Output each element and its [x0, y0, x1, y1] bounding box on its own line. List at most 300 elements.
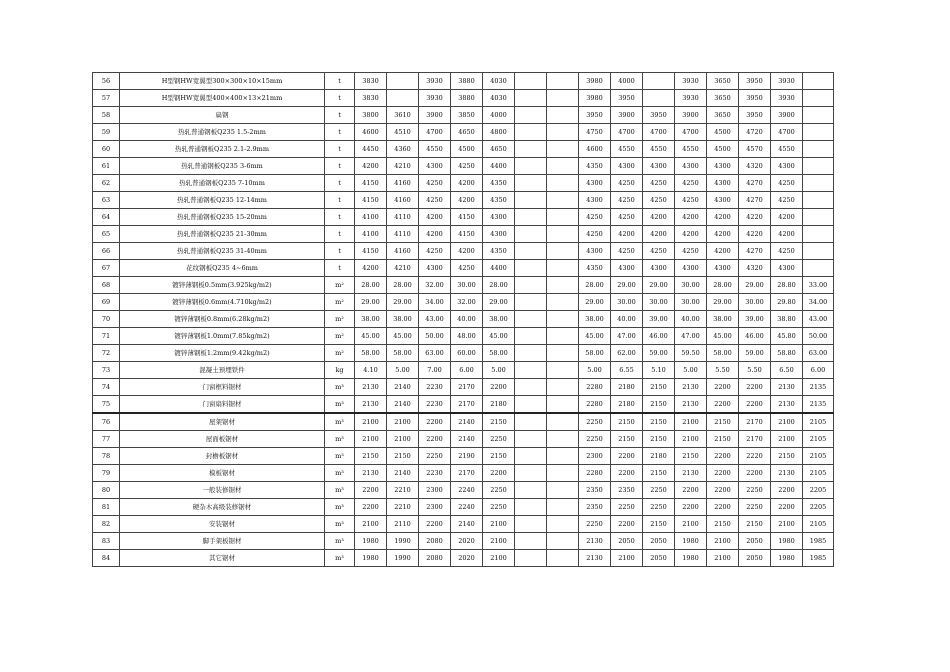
price-cell: 39.00 — [643, 311, 675, 328]
price-cell: 2130 — [771, 396, 803, 414]
price-cell: 40.00 — [451, 311, 483, 328]
price-table — [92, 72, 834, 567]
material-name: 屋架锯材 — [120, 413, 325, 431]
price-cell: 2135 — [803, 396, 834, 414]
price-cell: 4200 — [707, 243, 739, 260]
price-cell: 45.00 — [355, 328, 387, 345]
price-cell: 2230 — [419, 396, 451, 414]
price-cell: 1980 — [771, 533, 803, 550]
unit-cell: t — [325, 73, 355, 90]
unit-cell: t — [325, 158, 355, 175]
price-cell: 39.00 — [739, 311, 771, 328]
price-cell: 4000 — [611, 73, 643, 90]
price-cell: 1980 — [771, 550, 803, 567]
price-cell: 4400 — [483, 260, 515, 277]
spacer-cell — [515, 533, 547, 550]
spacer-cell — [515, 175, 547, 192]
unit-cell: m² — [325, 328, 355, 345]
material-name: 热轧普通钢板Q235 21-30mm — [120, 226, 325, 243]
price-cell: 2105 — [803, 431, 834, 448]
price-cell: 2100 — [771, 413, 803, 431]
price-cell: 3830 — [355, 73, 387, 90]
price-cell: 45.00 — [387, 328, 419, 345]
price-cell: 4250 — [419, 175, 451, 192]
price-cell: 2130 — [355, 465, 387, 482]
price-cell: 4200 — [451, 192, 483, 209]
price-cell: 2170 — [451, 379, 483, 396]
price-cell: 2135 — [803, 379, 834, 396]
material-name: 花纹钢板Q235 4~6mm — [120, 260, 325, 277]
price-cell — [803, 141, 834, 158]
table-row — [93, 431, 834, 448]
price-cell: 4100 — [355, 209, 387, 226]
price-cell: 2020 — [451, 533, 483, 550]
table-row — [93, 277, 834, 294]
unit-cell: t — [325, 107, 355, 124]
price-cell: 2190 — [451, 448, 483, 465]
price-cell: 30.00 — [739, 294, 771, 311]
price-cell: 29.00 — [739, 277, 771, 294]
spacer-cell — [515, 362, 547, 379]
price-cell: 40.00 — [675, 311, 707, 328]
price-cell: 2130 — [579, 533, 611, 550]
spacer-cell — [515, 209, 547, 226]
unit-cell: m³ — [325, 413, 355, 431]
table-row — [93, 448, 834, 465]
row-number: 78 — [93, 448, 120, 465]
price-cell: 30.00 — [675, 294, 707, 311]
price-cell: 4320 — [739, 158, 771, 175]
price-cell: 3900 — [675, 107, 707, 124]
price-cell: 28.00 — [707, 277, 739, 294]
price-cell: 2200 — [419, 413, 451, 431]
price-cell — [547, 243, 579, 260]
price-cell: 2210 — [387, 482, 419, 499]
price-cell: 2250 — [483, 499, 515, 516]
price-cell: 4250 — [611, 209, 643, 226]
price-cell: 34.00 — [803, 294, 834, 311]
table-body — [93, 73, 834, 567]
price-cell: 4150 — [451, 226, 483, 243]
unit-cell: m² — [325, 345, 355, 362]
price-cell: 3900 — [419, 107, 451, 124]
price-cell: 2130 — [771, 465, 803, 482]
price-cell: 2080 — [419, 533, 451, 550]
price-cell — [803, 124, 834, 141]
price-cell: 45.80 — [771, 328, 803, 345]
price-cell: 2100 — [771, 516, 803, 533]
material-name: 硬杂木高级装修锯材 — [120, 499, 325, 516]
price-cell: 4250 — [419, 243, 451, 260]
price-cell: 3880 — [451, 73, 483, 90]
price-cell: 3900 — [771, 107, 803, 124]
price-cell: 2150 — [643, 413, 675, 431]
price-cell — [547, 158, 579, 175]
price-cell: 4510 — [387, 124, 419, 141]
price-cell: 4250 — [675, 175, 707, 192]
price-cell: 4160 — [387, 243, 419, 260]
price-cell: 58.00 — [483, 345, 515, 362]
table-row — [93, 158, 834, 175]
price-cell: 58.80 — [771, 345, 803, 362]
price-cell: 4700 — [643, 124, 675, 141]
price-cell: 4650 — [483, 141, 515, 158]
table-row — [93, 311, 834, 328]
price-cell: 2200 — [707, 465, 739, 482]
table-row — [93, 499, 834, 516]
price-cell: 4700 — [771, 124, 803, 141]
price-cell: 3950 — [611, 90, 643, 107]
price-cell: 2250 — [483, 482, 515, 499]
price-cell: 3930 — [675, 90, 707, 107]
price-cell — [547, 124, 579, 141]
price-cell: 4250 — [579, 226, 611, 243]
row-number: 84 — [93, 550, 120, 567]
spacer-cell — [515, 499, 547, 516]
price-cell: 4220 — [739, 209, 771, 226]
row-number: 71 — [93, 328, 120, 345]
price-cell: 2170 — [739, 413, 771, 431]
price-cell: 2140 — [387, 465, 419, 482]
spacer-cell — [515, 345, 547, 362]
price-cell: 58.00 — [579, 345, 611, 362]
price-cell — [547, 499, 579, 516]
material-name: 一般装修锯材 — [120, 482, 325, 499]
price-cell: 3950 — [579, 107, 611, 124]
price-cell: 4250 — [771, 192, 803, 209]
price-cell: 4150 — [355, 175, 387, 192]
price-cell: 28.00 — [579, 277, 611, 294]
row-number: 76 — [93, 413, 120, 431]
price-cell: 4000 — [483, 107, 515, 124]
unit-cell: m² — [325, 311, 355, 328]
price-cell: 2140 — [451, 413, 483, 431]
price-cell: 3930 — [771, 73, 803, 90]
price-cell: 2200 — [739, 465, 771, 482]
price-cell: 2150 — [355, 448, 387, 465]
price-cell: 4030 — [483, 73, 515, 90]
price-cell: 1980 — [675, 533, 707, 550]
price-cell: 4250 — [611, 192, 643, 209]
row-number: 69 — [93, 294, 120, 311]
price-cell — [547, 448, 579, 465]
price-cell: 4700 — [419, 124, 451, 141]
price-cell: 45.00 — [483, 328, 515, 345]
price-cell: 2050 — [611, 533, 643, 550]
unit-cell: m³ — [325, 431, 355, 448]
price-cell: 4300 — [611, 260, 643, 277]
price-cell: 2150 — [483, 413, 515, 431]
spacer-cell — [515, 413, 547, 431]
price-cell: 2150 — [643, 516, 675, 533]
unit-cell: m² — [325, 294, 355, 311]
price-cell: 3980 — [579, 90, 611, 107]
price-cell: 58.00 — [707, 345, 739, 362]
price-cell: 5.00 — [675, 362, 707, 379]
unit-cell: m³ — [325, 465, 355, 482]
material-name: 镀锌薄钢板0.5mm(3.925kg/m2) — [120, 277, 325, 294]
price-cell: 1990 — [387, 533, 419, 550]
price-cell: 6.00 — [451, 362, 483, 379]
row-number: 81 — [93, 499, 120, 516]
price-cell: 2300 — [579, 448, 611, 465]
price-cell: 29.00 — [611, 277, 643, 294]
price-cell — [547, 226, 579, 243]
price-cell: 2100 — [483, 516, 515, 533]
price-cell: 2250 — [643, 482, 675, 499]
price-cell — [547, 516, 579, 533]
row-number: 60 — [93, 141, 120, 158]
material-name: 门窗扇料锯材 — [120, 396, 325, 414]
price-cell: 4250 — [643, 175, 675, 192]
price-cell: 2200 — [707, 396, 739, 414]
unit-cell: m³ — [325, 516, 355, 533]
price-cell — [547, 362, 579, 379]
price-cell: 2180 — [643, 448, 675, 465]
row-number: 74 — [93, 379, 120, 396]
price-cell: 4300 — [579, 192, 611, 209]
row-number: 77 — [93, 431, 120, 448]
price-cell: 2140 — [451, 516, 483, 533]
price-cell: 4300 — [483, 209, 515, 226]
price-cell: 2100 — [675, 431, 707, 448]
price-cell: 4200 — [419, 209, 451, 226]
material-name: 热轧普通钢板Q235 15-20mm — [120, 209, 325, 226]
price-cell — [547, 141, 579, 158]
price-cell: 2105 — [803, 413, 834, 431]
price-cell: 4250 — [451, 158, 483, 175]
price-cell — [547, 107, 579, 124]
price-cell: 4250 — [643, 192, 675, 209]
price-cell: 47.00 — [611, 328, 643, 345]
price-cell — [547, 465, 579, 482]
price-cell: 1980 — [355, 533, 387, 550]
price-cell — [547, 175, 579, 192]
price-cell — [547, 294, 579, 311]
material-name: 安装锯材 — [120, 516, 325, 533]
spacer-cell — [515, 482, 547, 499]
price-cell: 6.55 — [611, 362, 643, 379]
price-cell: 2110 — [387, 516, 419, 533]
price-cell: 2200 — [707, 482, 739, 499]
price-cell: 3950 — [643, 107, 675, 124]
price-cell: 4450 — [355, 141, 387, 158]
price-cell: 46.00 — [643, 328, 675, 345]
table-row — [93, 328, 834, 345]
price-cell: 40.00 — [611, 311, 643, 328]
price-cell: 4.10 — [355, 362, 387, 379]
spacer-cell — [515, 243, 547, 260]
price-cell — [547, 209, 579, 226]
price-cell: 2350 — [579, 482, 611, 499]
price-cell — [547, 379, 579, 396]
price-cell: 2150 — [707, 413, 739, 431]
table-row — [93, 141, 834, 158]
row-number: 58 — [93, 107, 120, 124]
unit-cell: m³ — [325, 482, 355, 499]
price-cell: 1980 — [355, 550, 387, 567]
price-cell: 4720 — [739, 124, 771, 141]
price-cell: 3800 — [355, 107, 387, 124]
price-cell: 4350 — [483, 243, 515, 260]
price-cell: 4300 — [643, 260, 675, 277]
spacer-cell — [515, 516, 547, 533]
price-cell: 1990 — [387, 550, 419, 567]
price-cell: 2200 — [611, 516, 643, 533]
price-cell: 4200 — [611, 226, 643, 243]
price-cell: 45.00 — [707, 328, 739, 345]
price-cell: 2100 — [483, 533, 515, 550]
price-cell: 4210 — [387, 158, 419, 175]
price-cell: 4200 — [419, 226, 451, 243]
price-cell: 5.10 — [643, 362, 675, 379]
unit-cell: t — [325, 192, 355, 209]
price-cell: 7.00 — [419, 362, 451, 379]
table-row — [93, 192, 834, 209]
price-cell: 2080 — [419, 550, 451, 567]
price-cell: 2170 — [451, 465, 483, 482]
price-cell: 3950 — [739, 73, 771, 90]
price-cell: 28.00 — [483, 277, 515, 294]
table-row — [93, 413, 834, 431]
price-cell: 4200 — [355, 260, 387, 277]
price-cell: 2130 — [675, 396, 707, 414]
price-cell: 2140 — [387, 396, 419, 414]
price-cell: 47.00 — [675, 328, 707, 345]
price-cell: 3650 — [707, 73, 739, 90]
price-cell: 4300 — [707, 158, 739, 175]
price-cell: 2300 — [419, 499, 451, 516]
price-cell: 4200 — [355, 158, 387, 175]
spacer-cell — [515, 192, 547, 209]
price-cell: 4030 — [483, 90, 515, 107]
material-name: 门窗框料锯材 — [120, 379, 325, 396]
price-cell: 4250 — [643, 243, 675, 260]
unit-cell: t — [325, 124, 355, 141]
price-cell: 2250 — [611, 499, 643, 516]
price-cell — [547, 73, 579, 90]
unit-cell: m³ — [325, 448, 355, 465]
table-row — [93, 533, 834, 550]
price-cell: 29.00 — [387, 294, 419, 311]
price-cell: 2170 — [451, 396, 483, 414]
table-row — [93, 243, 834, 260]
price-cell: 3650 — [707, 90, 739, 107]
price-cell: 4110 — [387, 209, 419, 226]
spacer-cell — [515, 396, 547, 414]
price-cell: 4300 — [643, 158, 675, 175]
row-number: 72 — [93, 345, 120, 362]
price-cell: 4600 — [355, 124, 387, 141]
price-cell: 50.00 — [803, 328, 834, 345]
price-cell: 29.80 — [771, 294, 803, 311]
price-cell: 2250 — [643, 499, 675, 516]
price-cell: 2200 — [707, 379, 739, 396]
price-cell: 2150 — [707, 431, 739, 448]
row-number: 68 — [93, 277, 120, 294]
price-cell: 4210 — [387, 260, 419, 277]
price-cell: 4300 — [611, 158, 643, 175]
material-name: 镀锌薄钢板0.6mm(4.710kg/m2) — [120, 294, 325, 311]
price-cell: 2140 — [451, 431, 483, 448]
price-cell — [803, 243, 834, 260]
price-cell: 2250 — [579, 431, 611, 448]
spacer-cell — [515, 277, 547, 294]
price-cell: 4700 — [611, 124, 643, 141]
price-cell: 4300 — [675, 260, 707, 277]
row-number: 80 — [93, 482, 120, 499]
price-cell: 4270 — [739, 243, 771, 260]
spacer-cell — [515, 73, 547, 90]
price-cell: 2205 — [803, 499, 834, 516]
price-cell — [387, 90, 419, 107]
row-number: 79 — [93, 465, 120, 482]
price-cell: 2100 — [355, 431, 387, 448]
material-name: 其它锯材 — [120, 550, 325, 567]
price-cell — [803, 158, 834, 175]
spacer-cell — [515, 107, 547, 124]
price-cell: 2250 — [483, 431, 515, 448]
price-cell: 28.00 — [355, 277, 387, 294]
price-cell — [547, 90, 579, 107]
material-name: H型钢HW宽翼型400×400×13×21mm — [120, 90, 325, 107]
price-cell: 63.00 — [419, 345, 451, 362]
price-cell — [803, 90, 834, 107]
table-row — [93, 124, 834, 141]
row-number: 66 — [93, 243, 120, 260]
price-cell: 4160 — [387, 192, 419, 209]
price-cell: 2220 — [739, 448, 771, 465]
price-cell: 1985 — [803, 533, 834, 550]
spacer-cell — [515, 550, 547, 567]
material-name: 混凝土预埋铁件 — [120, 362, 325, 379]
price-cell: 43.00 — [803, 311, 834, 328]
price-cell: 58.00 — [387, 345, 419, 362]
table-row — [93, 90, 834, 107]
price-cell: 4300 — [579, 175, 611, 192]
price-cell: 38.00 — [387, 311, 419, 328]
price-cell: 2180 — [611, 396, 643, 414]
material-name: 热轧普通钢板Q235 7-10mm — [120, 175, 325, 192]
price-cell: 2050 — [739, 550, 771, 567]
price-cell: 4300 — [419, 260, 451, 277]
price-cell: 28.00 — [387, 277, 419, 294]
spacer-cell — [515, 294, 547, 311]
price-cell: 2250 — [419, 448, 451, 465]
row-number: 62 — [93, 175, 120, 192]
price-cell: 38.00 — [707, 311, 739, 328]
price-cell: 29.00 — [355, 294, 387, 311]
price-cell: 2350 — [579, 499, 611, 516]
price-cell: 4300 — [707, 192, 739, 209]
price-cell: 2200 — [419, 431, 451, 448]
price-cell — [547, 550, 579, 567]
unit-cell: t — [325, 243, 355, 260]
material-name: 镀锌薄钢板1.0mm(7.85kg/m2) — [120, 328, 325, 345]
price-cell: 2050 — [739, 533, 771, 550]
price-cell: 2250 — [579, 516, 611, 533]
price-cell: 2100 — [675, 516, 707, 533]
price-cell — [547, 311, 579, 328]
price-cell: 3930 — [675, 73, 707, 90]
price-cell: 2100 — [387, 431, 419, 448]
row-number: 75 — [93, 396, 120, 414]
spacer-cell — [515, 141, 547, 158]
price-cell: 59.00 — [739, 345, 771, 362]
price-cell: 2130 — [675, 465, 707, 482]
price-cell: 2105 — [803, 516, 834, 533]
table-row — [93, 482, 834, 499]
